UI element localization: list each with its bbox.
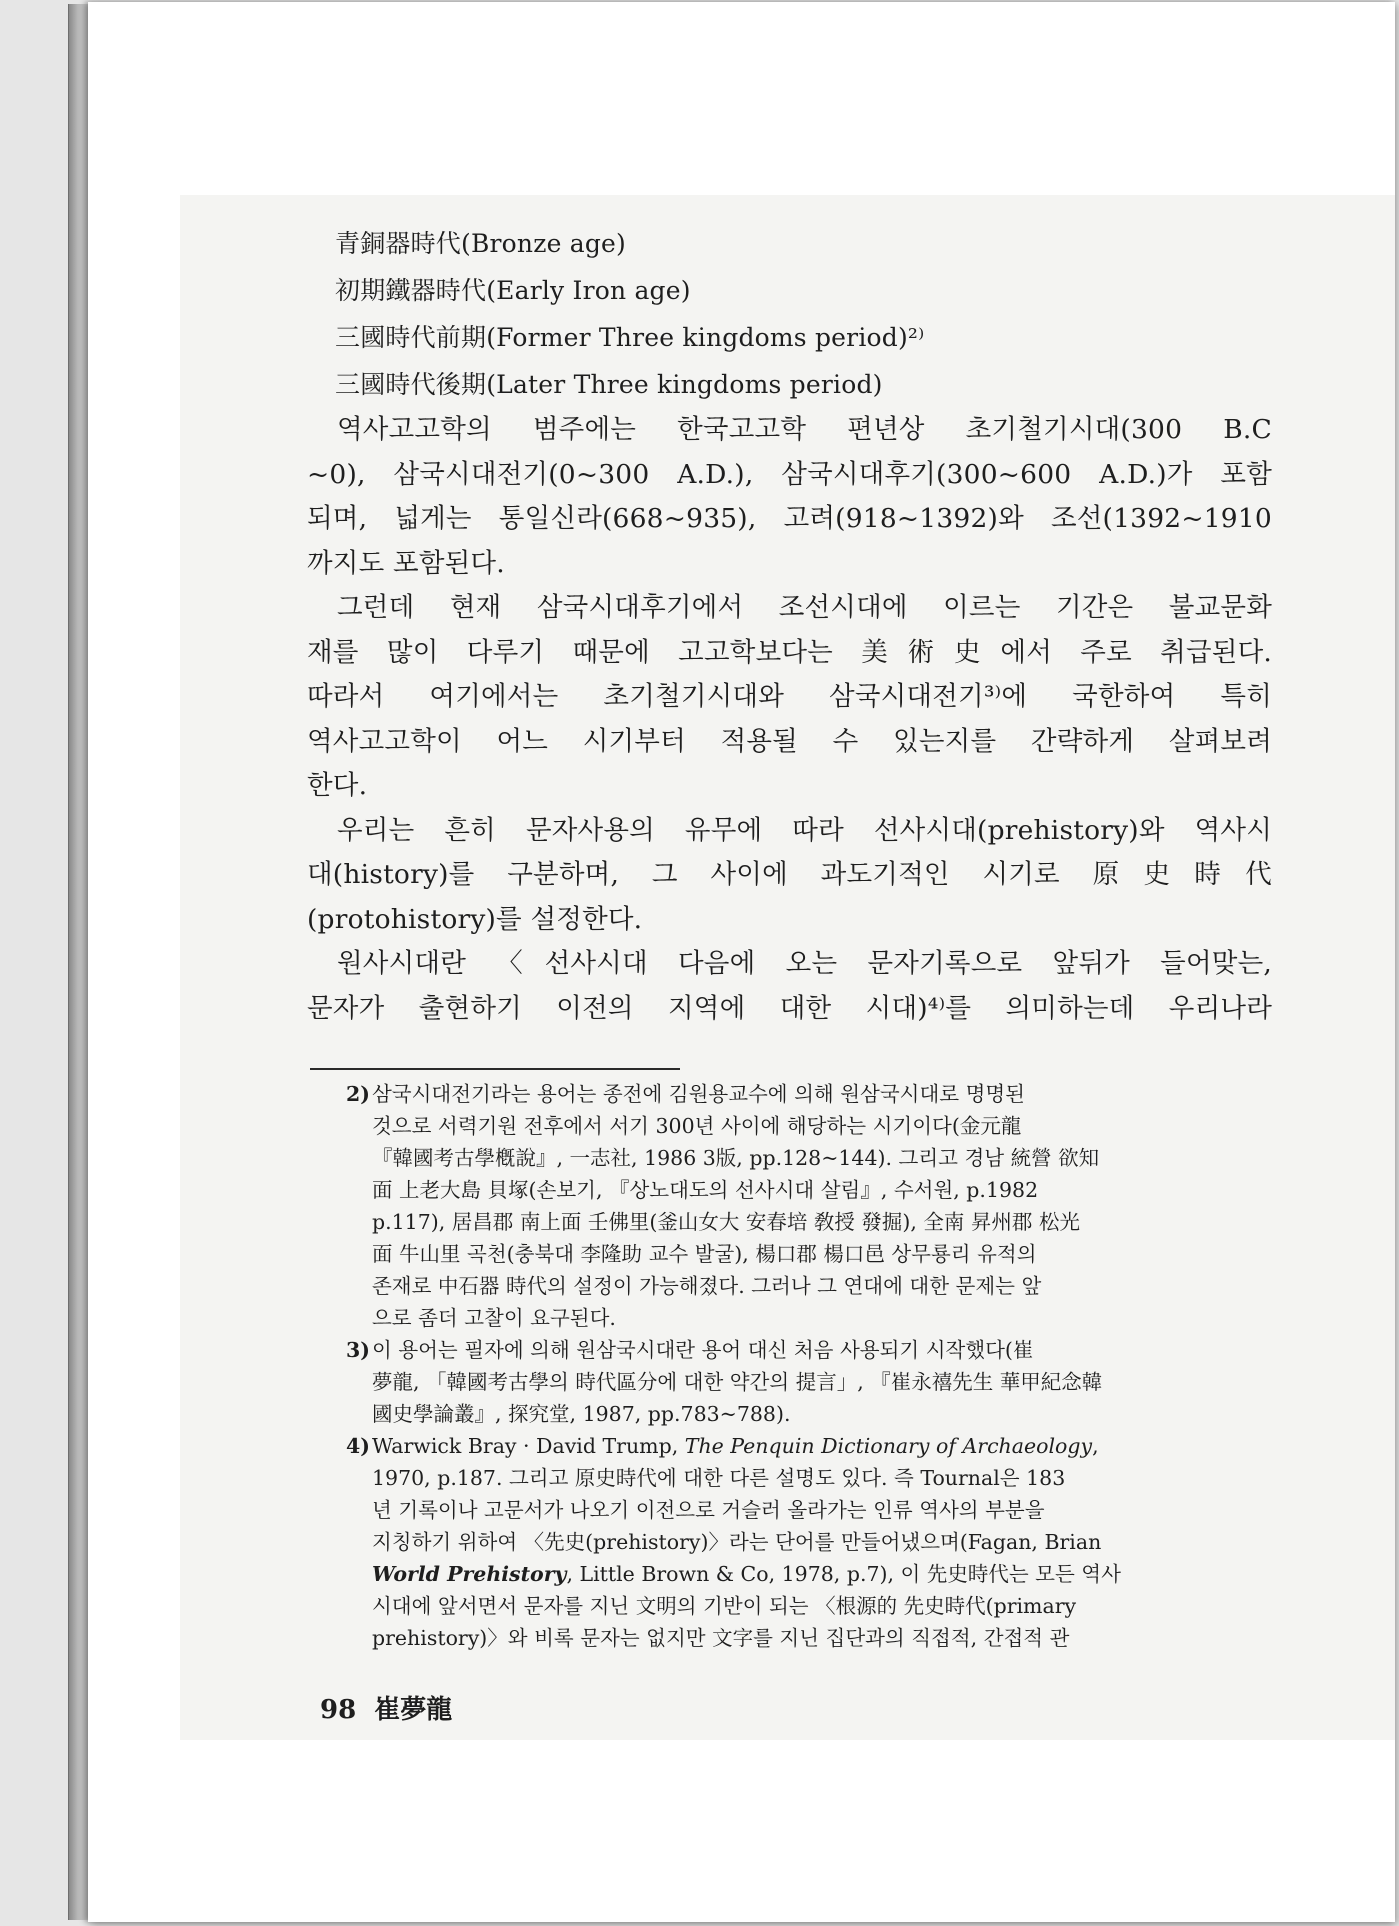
footnote-number: 3) — [346, 1338, 370, 1362]
text-line: 까지도 포함된다. — [307, 547, 505, 579]
footnote-text: , — [1092, 1434, 1099, 1458]
text-line: 문자가 출현하기 이전의 지역에 대한 시대)⁴⁾를 의미하는데 우리나라 — [307, 992, 1272, 1024]
period-item: 三國時代後期(Later Three kingdoms period) — [335, 370, 883, 399]
footnote-text: 1970, p.187. 그리고 原史時代에 대한 다른 설명도 있다. 즉 Tournal은 183 — [372, 1466, 1066, 1490]
paragraph-1 — [307, 408, 1272, 586]
text-line: 역사고고학이 어느 시기부터 적용될 수 있는지를 간략하게 살펴보려 — [307, 725, 1272, 757]
footnote-text: 것으로 서력기원 전후에서 서기 300년 사이에 해당하는 시기이다(金元龍 — [372, 1114, 1022, 1138]
text-line: 한다. — [307, 770, 368, 801]
running-footer — [320, 1693, 452, 1727]
footnote-number: 2) — [346, 1082, 370, 1106]
footnote-text: 삼국시대전기라는 용어는 종전에 김원용교수에 의해 원삼국시대로 명명된 — [372, 1082, 1025, 1106]
footnote-text: prehistory)〉와 비록 문자는 없지만 文字를 지닌 집단과의 직접적, 간접적 관 — [372, 1626, 1070, 1650]
footnote-text: 지칭하기 위하여 〈先史(prehistory)〉라는 단어를 만들어냈으며(Fagan, Brian — [372, 1530, 1102, 1554]
text-line: 원사시대란 〈선사시대 다음에 오는 문자기록으로 앞뒤가 들어맞는, — [337, 948, 1272, 979]
footnote-text: 이 용어는 필자에 의해 원삼국시대란 용어 대신 처음 사용되기 시작했다(崔 — [372, 1338, 1034, 1362]
text-line: (protohistory)를 설정한다. — [307, 903, 643, 935]
author-name: 崔夢龍 — [374, 1695, 453, 1725]
text-line: 대(history)를 구분하며, 그 사이에 과도기적인 시기로 原史時代 — [307, 859, 1272, 890]
footnote-text: 夢龍, 「韓國考古學의 時代區分에 대한 약간의 提言」, 『崔永禧先生 華甲紀念韓 — [372, 1370, 1103, 1394]
period-item: 初期鐵器時代(Early Iron age) — [335, 276, 691, 305]
footnote-4 — [310, 1430, 1272, 1654]
text-line: 되며, 넓게는 통일신라(668~935), 고려(918~1392)와 조선(1392~1910 — [307, 503, 1272, 534]
footnote-divider — [310, 1068, 680, 1070]
footnote-text: , Little Brown & Co, 1978, p.7), 이 先史時代는 모든 역사 — [566, 1562, 1121, 1586]
text-line: 역사고고학의 범주에는 한국고고학 편년상 초기철기시대(300 B.C — [337, 414, 1272, 445]
footnote-text: 面 牛山里 곡천(충북대 李隆助 교수 발굴), 楊口郡 楊口邑 상무룡리 유적의 — [372, 1242, 1037, 1266]
text-line: 우리는 흔히 문자사용의 유무에 따라 선사시대(prehistory)와 역사시 — [337, 814, 1272, 846]
footnote-text: p.117), 居昌郡 南上面 壬佛里(釜山女大 安春培 敎授 發掘), 全南 昇州郡 松光 — [372, 1210, 1080, 1234]
text-line: ~0), 삼국시대전기(0~300 A.D.), 삼국시대후기(300~600 A.D.)가 포함 — [307, 458, 1272, 490]
footnote-3 — [310, 1334, 1272, 1430]
footnote-text: 존재로 中石器 時代의 설정이 가능해졌다. 그러나 그 연대에 대한 문제는 앞 — [372, 1274, 1042, 1298]
text-line: 그런데 현재 삼국시대후기에서 조선시대에 이르는 기간은 불교문화 — [337, 592, 1272, 623]
period-item: 三國時代前期(Former Three kingdoms period)²⁾ — [335, 323, 925, 352]
period-list — [307, 220, 1272, 408]
book-title: World Prehistory — [372, 1562, 567, 1586]
footnote-2 — [310, 1078, 1272, 1334]
footnote-text: 으로 좀더 고찰이 요구된다. — [372, 1306, 616, 1330]
text-line: 재를 많이 다루기 때문에 고고학보다는 美術史에서 주로 취급된다. — [307, 636, 1272, 668]
paragraph-2 — [307, 586, 1272, 809]
paragraph-4 — [307, 942, 1272, 1031]
footnotes — [310, 1068, 1272, 1654]
page-number: 98 — [320, 1695, 357, 1725]
period-item: 青銅器時代(Bronze age) — [335, 229, 626, 258]
footnote-text: 년 기록이나 고문서가 나오기 이전으로 거슬러 올라가는 인류 역사의 부분을 — [372, 1498, 1045, 1522]
book-title: The Penquin Dictionary of Archaeology — [684, 1434, 1093, 1458]
footnote-text: Warwick Bray · David Trump, — [372, 1434, 685, 1458]
footnote-text: 國史學論叢』, 探究堂, 1987, pp.783~788). — [372, 1402, 791, 1426]
paragraph-3 — [307, 809, 1272, 943]
footnote-text: 『韓國考古學槪說』, 一志社, 1986 3版, pp.128~144). 그리고 경남 統營 欲知 — [372, 1146, 1100, 1170]
footnote-text: 面 上老大島 貝塚(손보기, 『상노대도의 선사시대 살림』, 수서원, p.1982 — [372, 1178, 1039, 1202]
footnote-number: 4) — [346, 1434, 370, 1458]
footnote-text: 시대에 앞서면서 문자를 지닌 文明의 기반이 되는 〈根源的 先史時代(primary — [372, 1594, 1077, 1618]
text-line: 따라서 여기에서는 초기철기시대와 삼국시대전기³⁾에 국한하여 특히 — [307, 681, 1272, 712]
main-text — [307, 220, 1272, 1031]
